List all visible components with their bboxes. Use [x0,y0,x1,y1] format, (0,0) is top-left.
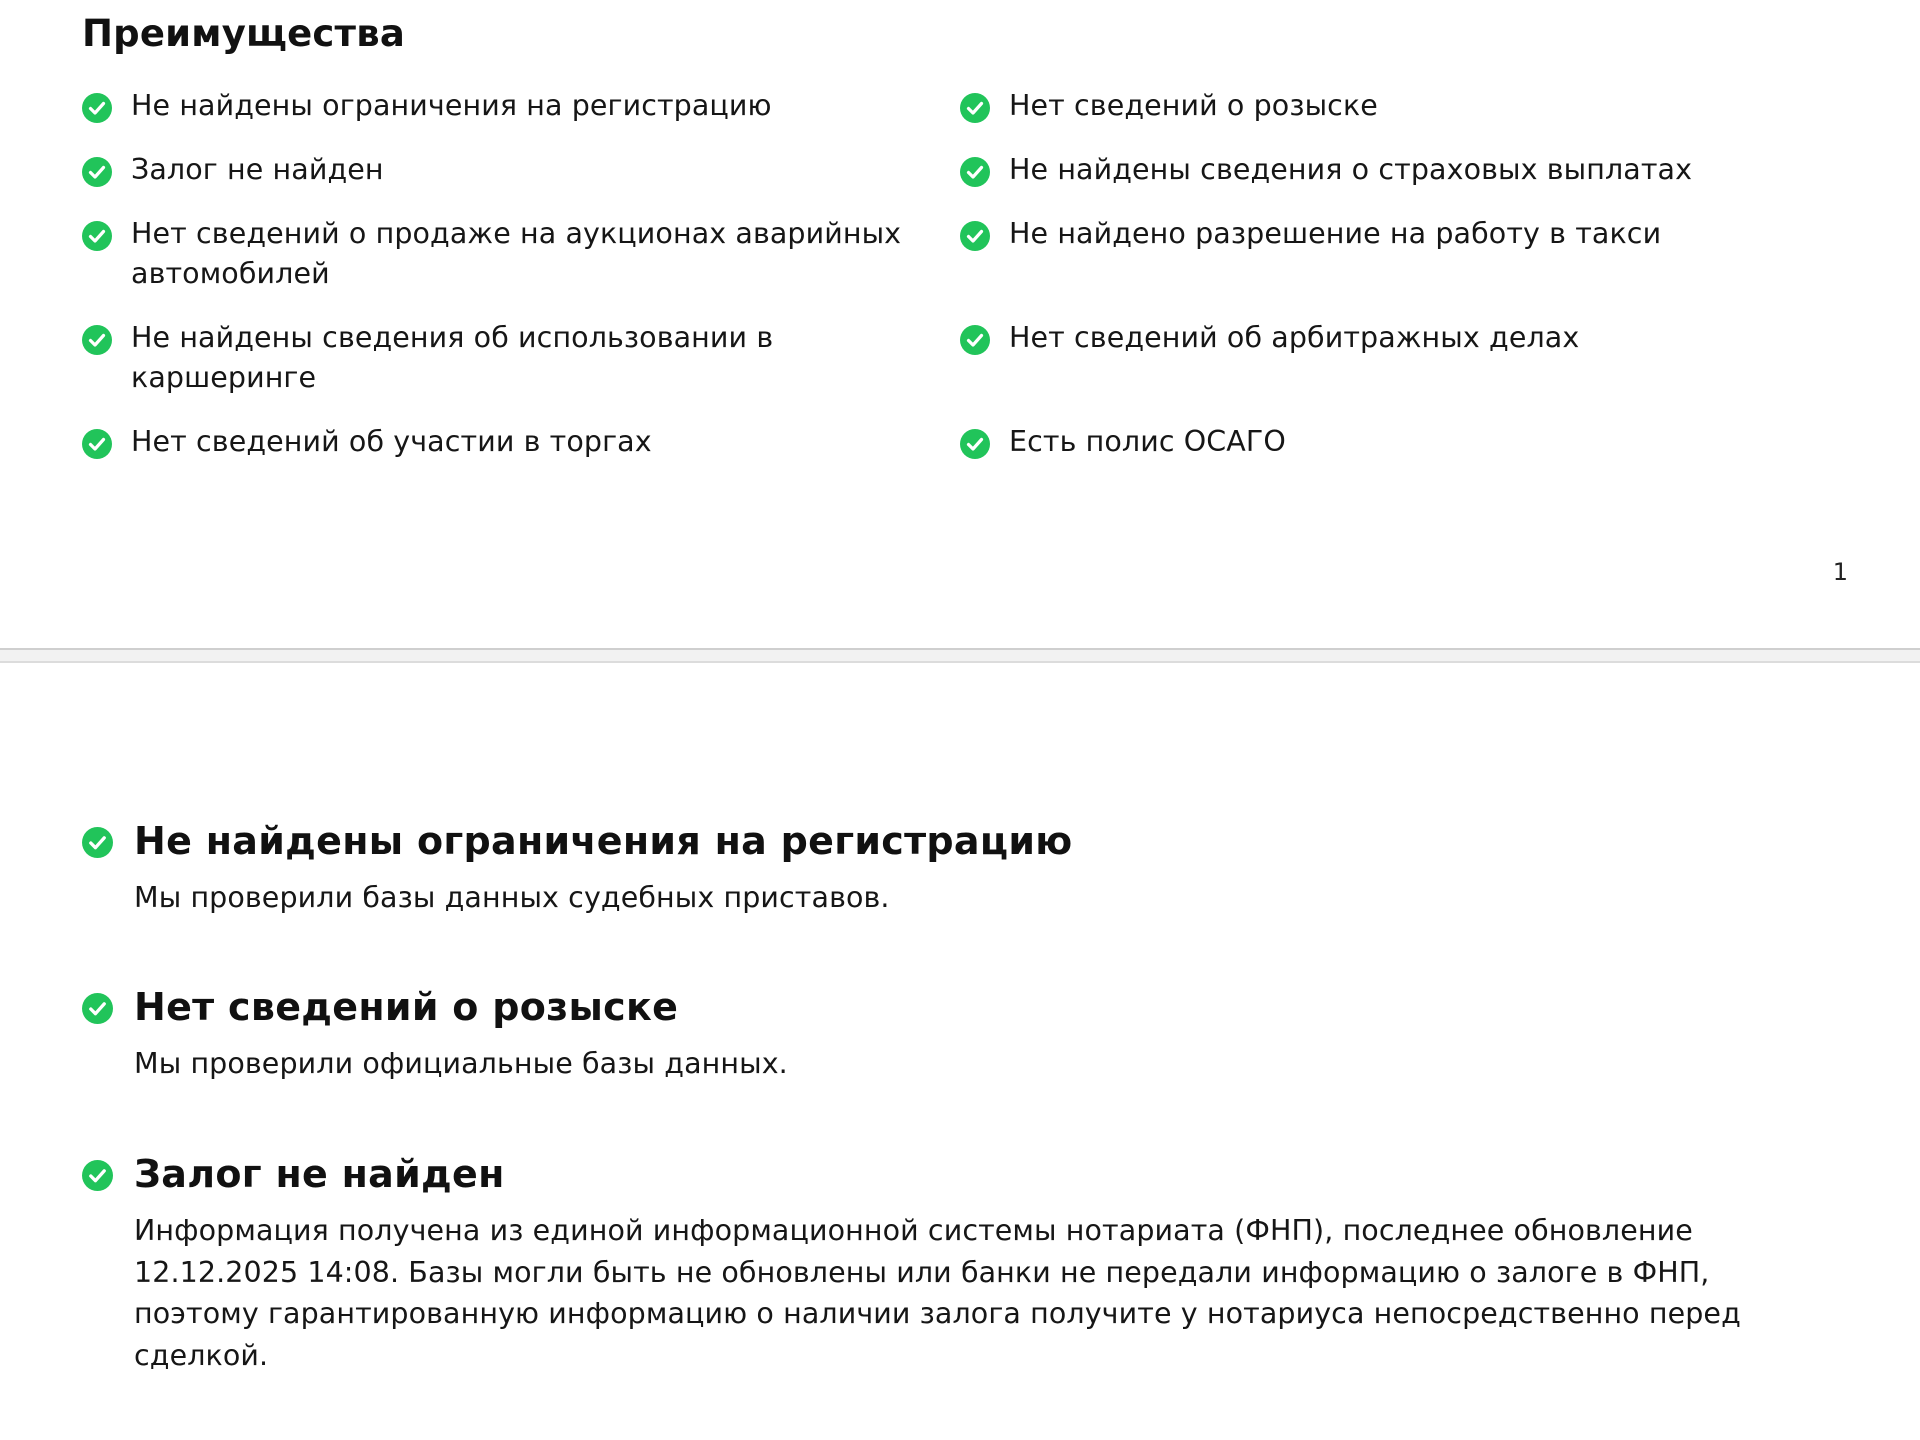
advantage-item [82,318,962,422]
advantage-label: Нет сведений об арбитражных делах [1009,321,1580,354]
advantages-right-column [960,86,1840,486]
advantage-item [960,86,1840,150]
check-circle-icon [960,429,990,459]
check-circle-icon [960,221,990,251]
check-circle-icon [82,827,113,858]
check-circle-icon [82,993,113,1024]
advantage-label: Не найдены сведения о страховых выплатах [1009,153,1693,186]
detail-title [82,983,1762,1031]
check-circle-icon [82,429,112,459]
report-page-1 [0,0,1920,648]
advantage-label: Залог не найден [131,153,384,186]
detail-text: Мы проверили официальные базы данных. [134,1047,788,1080]
check-circle-icon [960,93,990,123]
advantage-label: Нет сведений о розыске [1009,89,1378,122]
advantage-label: Не найдено разрешение на работу в такси [1009,217,1662,250]
check-circle-icon [82,157,112,187]
detail-text: Мы проверили базы данных судебных приставов. [134,881,890,914]
page-separator [0,648,1920,663]
advantage-item [960,214,1840,318]
check-circle-icon [82,93,112,123]
advantage-label: Не найдены сведения об использовании в каршеринге [131,321,774,394]
advantage-item [82,422,962,486]
advantage-item [82,86,962,150]
advantage-label: Нет сведений об участии в торгах [131,425,652,458]
detail-title-text: Залог не найден [134,1152,505,1196]
advantages-left-column [82,86,962,486]
advantage-label: Не найдены ограничения на регистрацию [131,89,772,122]
detail-section [82,817,1762,919]
advantage-label: Нет сведений о продаже на аукционах аварийных автомобилей [131,217,902,290]
page-number: 1 [1832,558,1848,586]
advantage-item [960,150,1840,214]
advantage-label: Есть полис ОСАГО [1009,425,1286,458]
check-circle-icon [82,1160,113,1191]
advantage-item [82,214,962,318]
detail-title [82,1150,1762,1198]
detail-section [82,1150,1762,1376]
detail-title-text: Не найдены ограничения на регистрацию [134,819,1073,863]
advantages-title: Преимущества [82,12,405,55]
check-circle-icon [960,325,990,355]
detail-title [82,817,1762,865]
check-circle-icon [82,325,112,355]
report-page-2 [0,663,1920,1440]
check-circle-icon [82,221,112,251]
advantage-item [960,422,1840,486]
detail-text: Информация получена из единой информационной системы нотариата (ФНП), последнее обновление 12.12.2025 14:08. Базы могли быть не обновлены или банки не передали информацию о залоге в ФНП, поэтому гарантированную информацию о наличии залога получите у нотариуса непосредственно перед сделкой. [134,1214,1741,1372]
detail-title-text: Нет сведений о розыске [134,985,679,1029]
check-circle-icon [960,157,990,187]
advantage-item [82,150,962,214]
detail-section [82,983,1762,1085]
advantage-item [960,318,1840,422]
